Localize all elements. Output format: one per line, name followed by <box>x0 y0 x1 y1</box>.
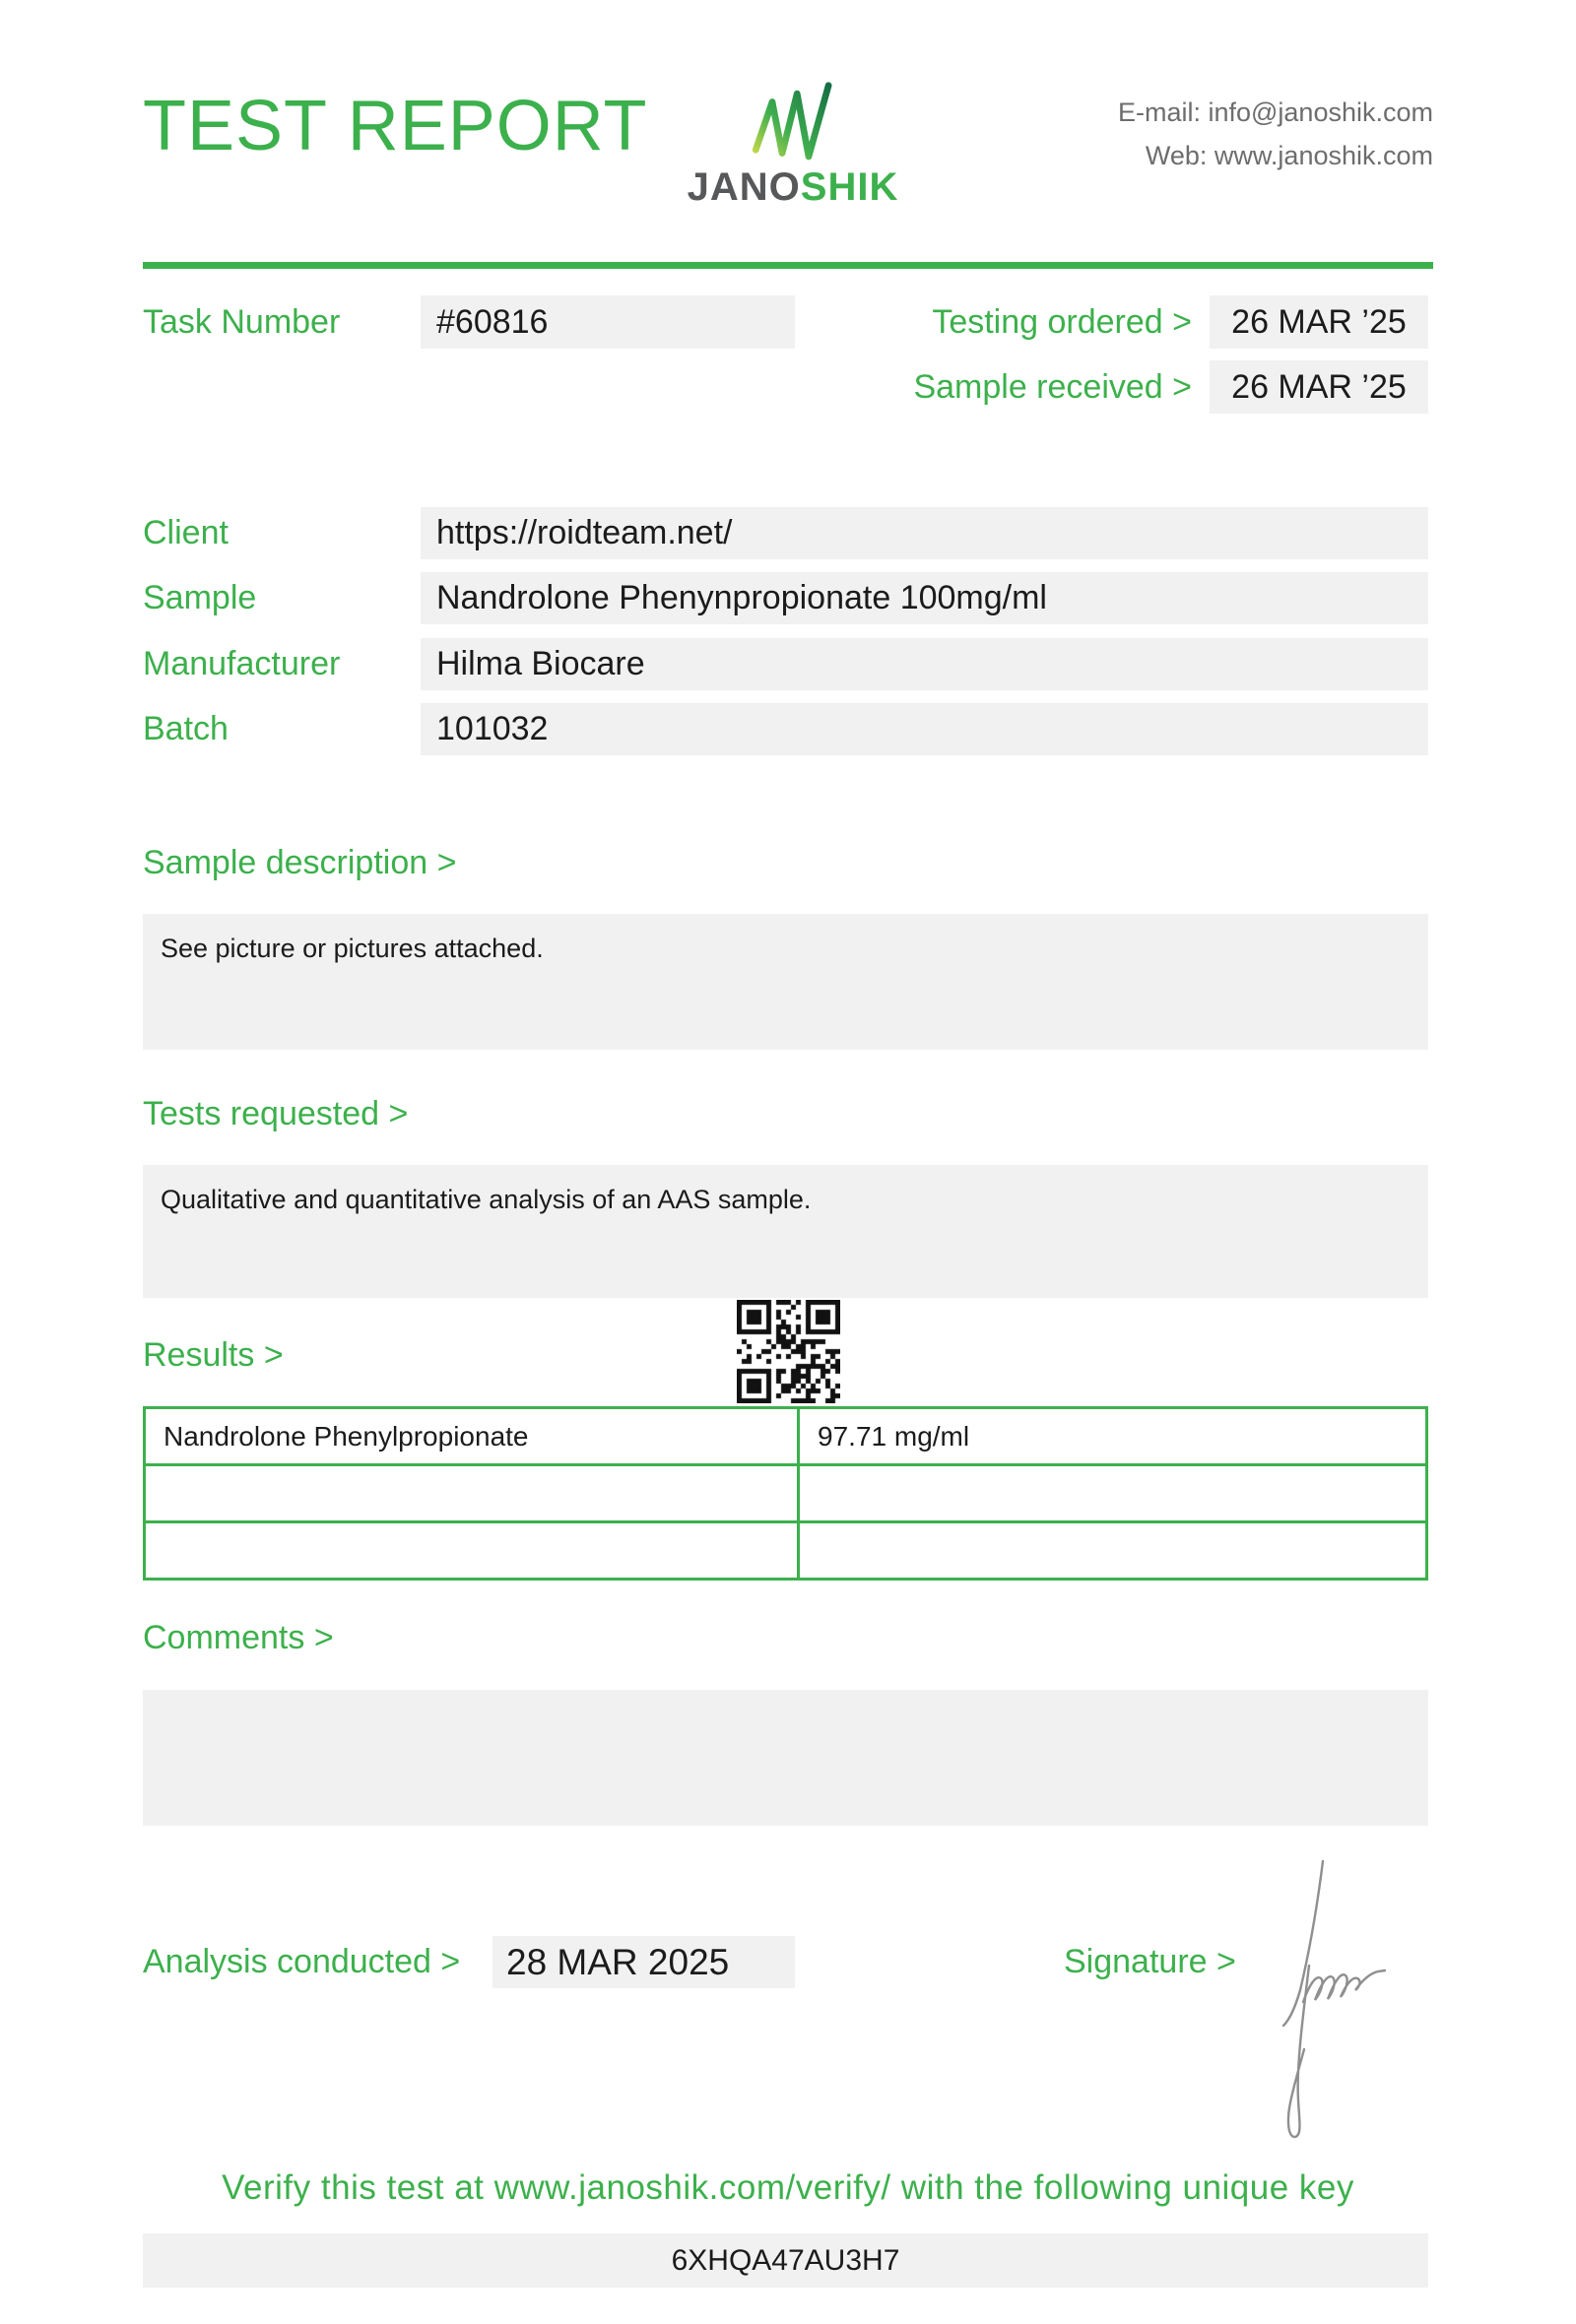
result-substance-cell: Nandrolone Phenylpropionate <box>145 1408 799 1465</box>
analysis-conducted-value: 28 MAR 2025 <box>492 1936 795 1988</box>
testing-ordered-label: Testing ordered > <box>932 303 1192 341</box>
sample-description-heading: Sample description > <box>143 844 457 881</box>
qr-code <box>737 1300 840 1403</box>
sample-description-box: See picture or pictures attached. <box>143 914 1428 1050</box>
testing-ordered-value: 26 MAR ’25 <box>1210 295 1428 349</box>
page-title: TEST REPORT <box>143 87 648 165</box>
verify-text: Verify this test at www.janoshik.com/verify/ with the following unique key <box>222 2168 1354 2207</box>
detail-row-sample <box>143 572 1428 624</box>
table-row <box>145 1522 1427 1580</box>
table-row <box>145 1465 1427 1522</box>
growth-chart-icon <box>746 79 840 161</box>
results-heading: Results > <box>143 1336 284 1374</box>
batch-value: 101032 <box>421 703 1428 755</box>
janoshik-logo <box>680 79 906 210</box>
header-divider <box>143 262 1433 269</box>
tests-requested-heading: Tests requested > <box>143 1095 409 1132</box>
signature-label: Signature > <box>1064 1943 1236 1980</box>
comments-box <box>143 1690 1428 1826</box>
result-substance-cell <box>145 1522 799 1580</box>
analysis-conducted-label: Analysis conducted > <box>143 1943 461 1980</box>
result-amount-cell: 97.71 mg/ml <box>799 1408 1427 1465</box>
result-amount-cell <box>799 1465 1427 1522</box>
manufacturer-value: Hilma Biocare <box>421 638 1428 690</box>
detail-row-manufacturer <box>143 638 1428 690</box>
results-table <box>143 1406 1428 1581</box>
comments-heading: Comments > <box>143 1619 334 1656</box>
task-number-label: Task Number <box>143 303 341 341</box>
contact-block <box>1118 91 1433 177</box>
verify-key: 6XHQA47AU3H7 <box>143 2233 1428 2288</box>
sample-received-value: 26 MAR ’25 <box>1210 360 1428 414</box>
email-line: E-mail: info@janoshik.com <box>1117 97 1433 127</box>
sample-received-label: Sample received > <box>913 368 1192 406</box>
table-row <box>145 1408 1427 1465</box>
web-line: Web: www.janoshik.com <box>1145 141 1433 170</box>
detail-row-batch <box>143 703 1428 755</box>
logo-jano-text: JANO <box>687 165 801 209</box>
signature-image <box>1266 1849 1487 2145</box>
tests-requested-box: Qualitative and quantitative analysis of an AAS sample. <box>143 1165 1428 1298</box>
client-value: https://roidteam.net/ <box>421 507 1428 559</box>
batch-label: Batch <box>143 710 229 747</box>
manufacturer-label: Manufacturer <box>143 645 341 682</box>
client-label: Client <box>143 514 229 551</box>
result-substance-cell <box>145 1465 799 1522</box>
task-number-value: #60816 <box>421 295 795 349</box>
result-amount-cell <box>799 1522 1427 1580</box>
detail-row-client <box>143 507 1428 559</box>
logo-wordmark <box>680 165 906 210</box>
logo-shik-text: SHIK <box>800 165 899 209</box>
sample-label: Sample <box>143 579 257 616</box>
sample-value: Nandrolone Phenynpropionate 100mg/ml <box>421 572 1428 624</box>
